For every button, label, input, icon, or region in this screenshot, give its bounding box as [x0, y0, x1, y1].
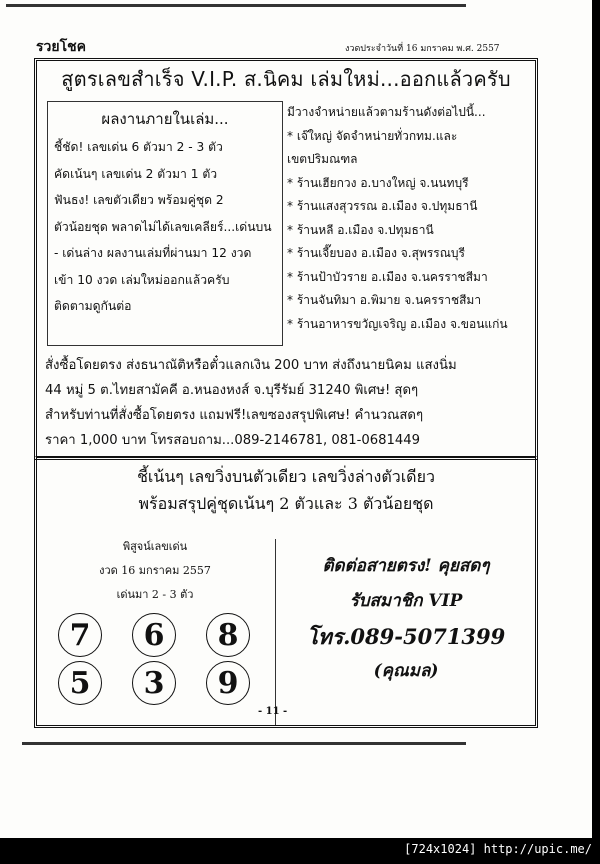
shop-item: * ร้านป้าบัวราย อ.เมือง จ.นครราชสีมา — [287, 269, 488, 284]
results-line: - เด่นล่าง ผลงานเล่มที่ผ่านมา 12 งวด — [54, 246, 252, 260]
shop-item: * ร้านอาหารขวัญเจริญ อ.เมือง จ.ขอนแก่น — [287, 316, 508, 331]
number-ball: 7 — [58, 613, 102, 657]
results-line: ติดตามดูกันต่อ — [54, 299, 132, 313]
watermark: [724x1024] http://upic.me/ — [404, 842, 592, 856]
bottom-rule — [22, 742, 466, 745]
ad-headline: สูตรเลขสำเร็จ V.I.P. ส.นิคม เล่มใหม่...ออกแล้วครับ — [61, 67, 511, 91]
page-number: - 11 - — [258, 706, 288, 717]
order-line: 44 หมู่ 5 ต.ไทยสามัคคี อ.หนองหงส์ จ.บุรีรัมย์ 31240 พิเศษ! สุดๆ — [45, 383, 419, 398]
lower-ad-box — [34, 456, 538, 728]
promo-line: ชี้เน้นๆ เลขวิ่งบนตัวเดียว เลขวิ่งล่างตัวเดียว — [137, 467, 435, 486]
vertical-divider — [275, 539, 276, 725]
results-line: ตัวน้อยชุด พลาดไม่ได้เลขเคลียร์...เด่นบน — [54, 219, 272, 234]
shop-item: * ร้านหลี อ.เมือง จ.ปทุมธานี — [287, 222, 434, 237]
shop-list-intro: มีวางจำหน่ายแล้วตามร้านดังต่อไปนี้... — [287, 105, 486, 119]
shop-item: * ร้านจันทิมา อ.พิมาย จ.นครราชสีมา — [287, 293, 482, 307]
results-line: คัดเน้นๆ เลขเด่น 2 ตัวมา 1 ตัว — [54, 166, 218, 181]
results-lines — [48, 134, 282, 320]
contact-name: (คุณมล) — [373, 661, 439, 681]
results-line: ชี้ชัด! เลขเด่น 6 ตัวมา 2 - 3 ตัว — [54, 140, 223, 154]
order-line: สั่งซื้อโดยตรง ส่งธนาณัติหรือตั๋วแลกเงิน 200 บาท ส่งถึงนายนิคม แสงนิ่ม — [45, 358, 457, 373]
proof-title: พิสูจน์เลขเด่น — [122, 540, 188, 553]
proof-panel — [37, 535, 273, 705]
issue-date: งวดประจำวันที่ 16 มกราคม พ.ศ. 2557 — [345, 44, 500, 54]
results-line: เข้า 10 งวด เล่มใหม่ออกแล้วครับ — [54, 272, 230, 287]
contact-line: ติดต่อสายตรง! คุยสดๆ — [322, 556, 490, 576]
number-balls — [37, 613, 273, 705]
results-line: ฟันธง! เลขตัวเดียว พร้อมคู่ชุด 2 — [54, 193, 224, 207]
contact-panel — [279, 549, 533, 689]
shop-item: * ร้านเฮียกวง อ.บางใหญ่ จ.นนทบุรี — [287, 175, 469, 190]
results-title: ผลงานภายในเล่ม... — [101, 110, 229, 128]
number-ball: 8 — [206, 613, 250, 657]
magazine-name: รวยโชค — [36, 39, 86, 55]
order-line: สำหรับท่านที่สั่งซื้อโดยตรง แถมฟรี!เลขซองสรุปพิเศษ! คำนวณสดๆ — [45, 408, 424, 423]
results-box — [47, 101, 283, 346]
shop-item: * ร้านแสงสุวรรณ อ.เมือง จ.ปทุมธานี — [287, 199, 478, 213]
proof-note: เด่นมา 2 - 3 ตัว — [116, 588, 194, 601]
number-ball: 3 — [132, 661, 176, 705]
shop-list — [287, 101, 532, 336]
proof-draw-date: งวด 16 มกราคม 2557 — [99, 564, 211, 577]
number-ball: 6 — [132, 613, 176, 657]
number-ball: 5 — [58, 661, 102, 705]
contact-line: รับสมาชิก VIP — [349, 591, 463, 611]
number-ball: 9 — [206, 661, 250, 705]
promo-text — [37, 463, 535, 517]
shop-item: เขตปริมณฑล — [287, 152, 358, 166]
promo-line: พร้อมสรุปคู่ชุดเน้นๆ 2 ตัวและ 3 ตัวน้อยชุด — [138, 494, 434, 513]
order-info — [45, 353, 531, 453]
ad-box — [34, 58, 538, 460]
order-line: ราคา 1,000 บาท โทรสอบถาม...089-2146781, 081-0681449 — [45, 433, 421, 448]
contact-phone: โทร.089-5071399 — [306, 624, 506, 649]
top-rule — [6, 4, 466, 7]
shop-item: * ร้านเจี๊ยบอง อ.เมือง จ.สุพรรณบุรี — [287, 246, 465, 260]
shop-item: * เจ๊ใหญ่ จัดจำหน่ายทั่วกทม.และ — [287, 128, 458, 143]
